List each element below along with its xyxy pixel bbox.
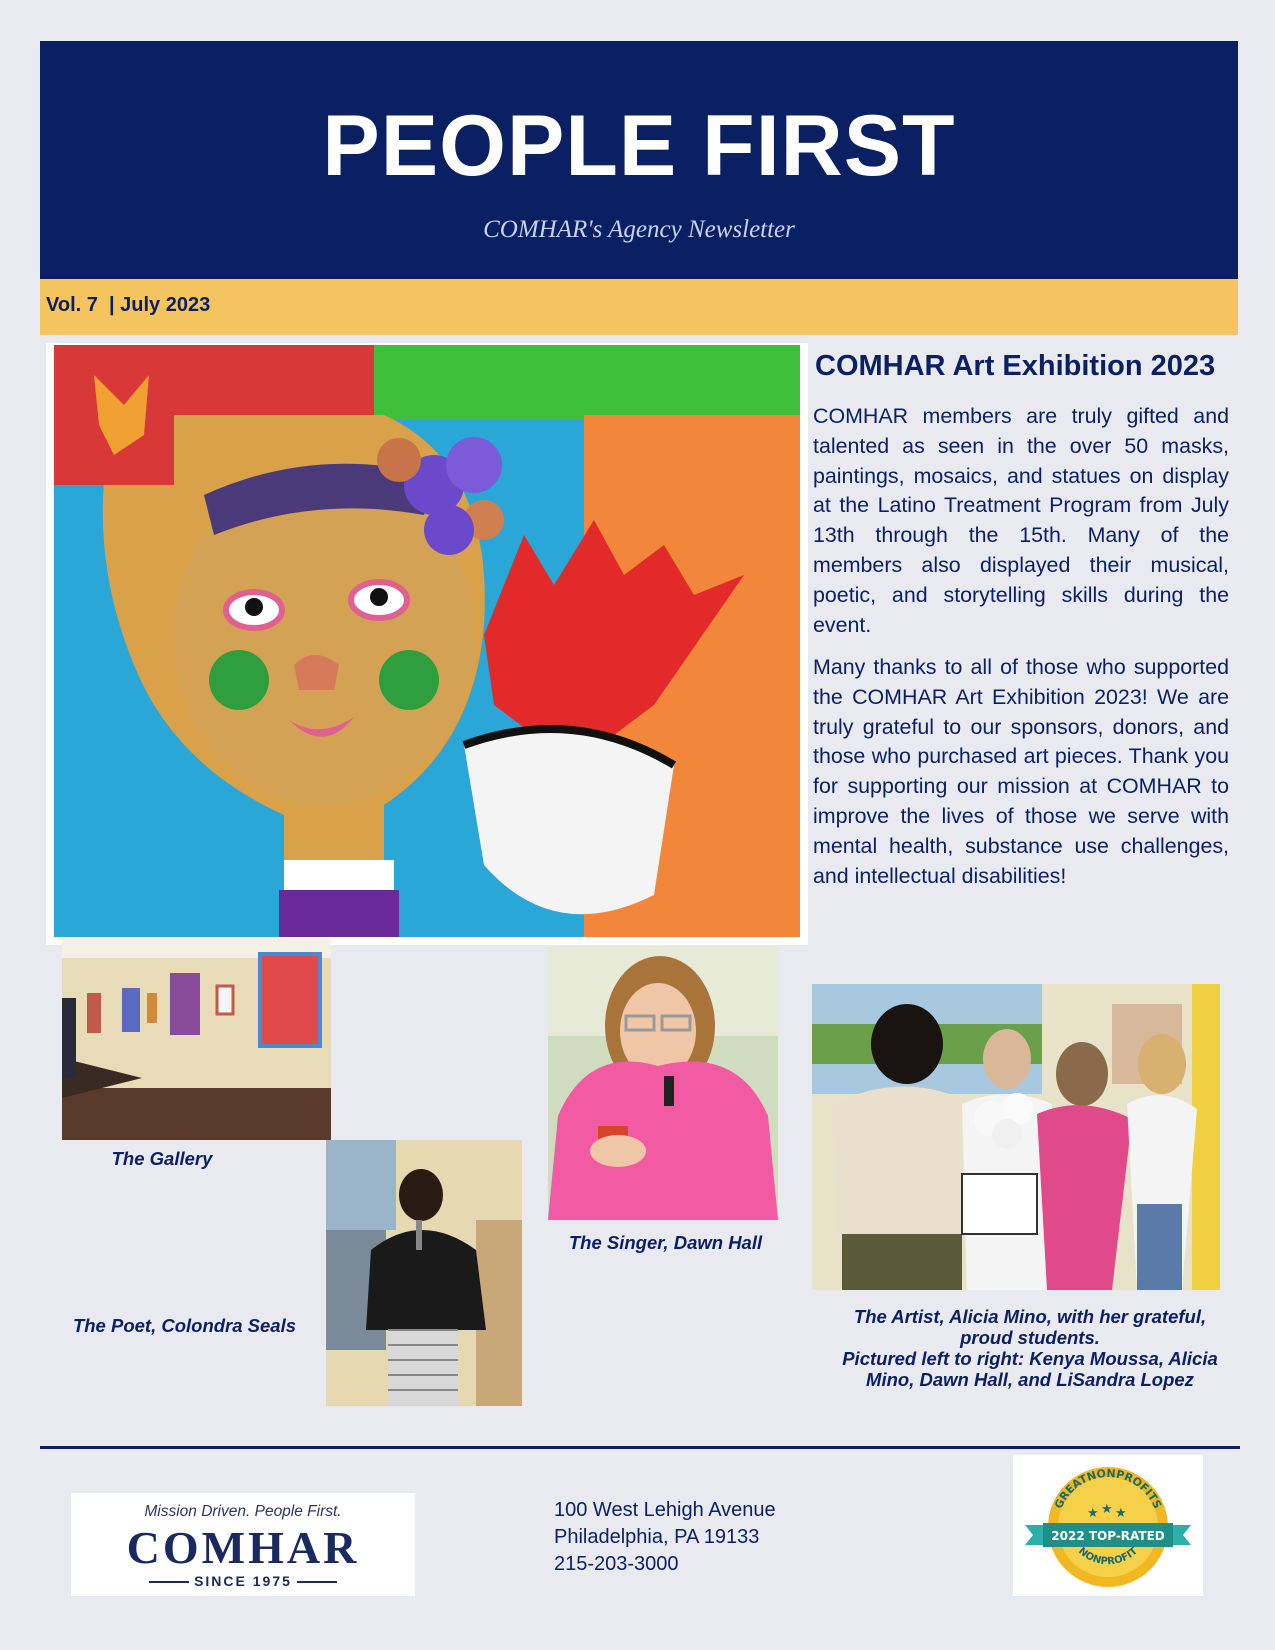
issue-info bbox=[46, 294, 210, 317]
article-paragraph-1: COMHAR members are truly gifted and talented as seen in the over 50 masks, paintings, mosaics, and statues on display at the Latino Treatment Program from July 13th through the 15th. Many of the members also displayed their musical, poetic, and storytelling skills during the event. bbox=[813, 404, 1229, 637]
svg-text:★: ★ bbox=[1087, 1505, 1099, 1520]
issue-separator: | bbox=[97, 294, 121, 316]
artist-caption-line-1: The Artist, Alicia Mino, with her grateful, proud students. bbox=[853, 1306, 1207, 1348]
artist-caption bbox=[830, 1306, 1230, 1390]
gallery-caption: The Gallery bbox=[111, 1148, 213, 1169]
badge-middle-text: 2022 TOP-RATED bbox=[1051, 1529, 1165, 1543]
poet-photo bbox=[326, 1140, 522, 1406]
badge-top-text: GREATNONPROFITS bbox=[1051, 1466, 1165, 1511]
gallery-photo bbox=[62, 938, 331, 1140]
issue-volume: Vol. 7 bbox=[46, 294, 98, 316]
top-rated-nonprofit-badge bbox=[1013, 1455, 1203, 1596]
newsletter-subtitle: COMHAR's Agency Newsletter bbox=[483, 216, 795, 243]
logo-tagline: Mission Driven. People First. bbox=[144, 1503, 342, 1520]
artist-caption-line-2: Pictured left to right: Kenya Moussa, Alicia Mino, Dawn Hall, and LiSandra Lopez bbox=[842, 1348, 1218, 1390]
footer-divider bbox=[40, 1446, 1240, 1449]
logo-since: SINCE 1975 bbox=[194, 1573, 292, 1589]
badge-bottom-text: NONPROFIT bbox=[1076, 1545, 1140, 1568]
address-line-1: 100 West Lehigh Avenue bbox=[554, 1499, 776, 1521]
svg-text:★: ★ bbox=[1115, 1505, 1127, 1520]
issue-bar bbox=[40, 279, 1238, 335]
badge-seal-icon bbox=[1013, 1455, 1203, 1596]
artist-group-photo bbox=[812, 984, 1220, 1290]
comhar-logo bbox=[71, 1493, 415, 1596]
logo-dash-right bbox=[297, 1581, 337, 1583]
main-photo-frame bbox=[46, 343, 808, 945]
poet-caption: The Poet, Colondra Seals bbox=[72, 1315, 297, 1336]
article-paragraph-2: Many thanks to all of those who supported the COMHAR Art Exhibition 2023! We are truly grateful to our sponsors, donors, and those who purchased art pieces. Thank you for supporting our mission at COMHAR to improve the lives of those we serve with mental health, substance use challenges, and intellectual disabilities! bbox=[813, 655, 1229, 888]
singer-caption: The Singer, Dawn Hall bbox=[568, 1232, 763, 1253]
newsletter-title: PEOPLE FIRST bbox=[322, 98, 956, 194]
article-title: COMHAR Art Exhibition 2023 bbox=[815, 350, 1216, 382]
contact-address bbox=[554, 1497, 776, 1578]
phone-number: 215-203-3000 bbox=[554, 1553, 679, 1575]
issue-date: July 2023 bbox=[120, 294, 211, 316]
singer-photo bbox=[548, 946, 778, 1220]
svg-text:★: ★ bbox=[1101, 1501, 1113, 1516]
main-artwork-photo bbox=[54, 345, 800, 937]
masthead bbox=[40, 41, 1238, 279]
address-line-2: Philadelphia, PA 19133 bbox=[554, 1526, 760, 1548]
logo-name: COMHAR bbox=[126, 1522, 360, 1573]
